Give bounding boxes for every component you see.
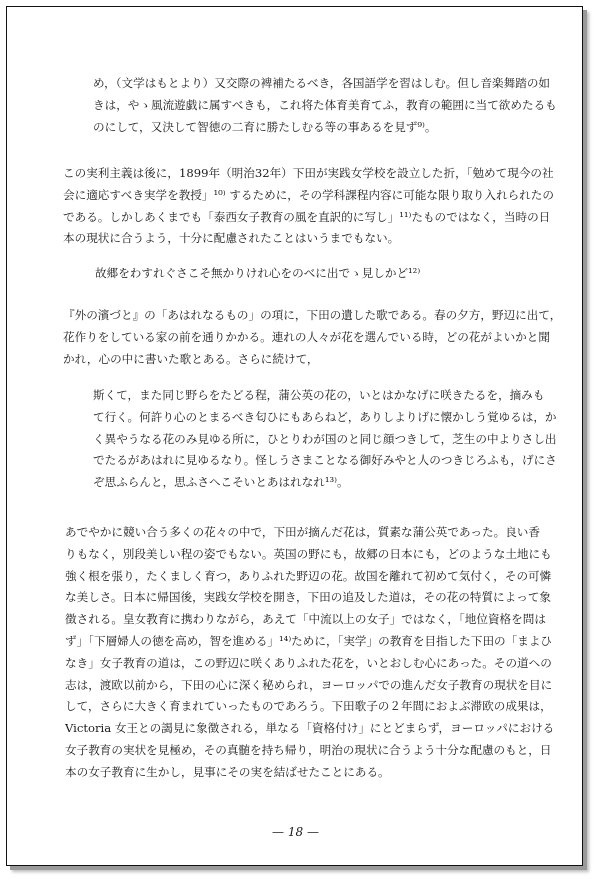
paragraph-2 <box>63 305 561 370</box>
text-line: 本の現状に合うよう，十分に配慮されたことはいうまでもない。 <box>63 231 400 246</box>
poem-verse <box>95 263 420 285</box>
page-number: — 18 — <box>272 825 319 839</box>
text-line: 志は，渡欧以前から，下田の心に深く秘められ，ヨーロッパでの進んだ女子教育の現状を目に <box>65 677 553 692</box>
text-line: なき」女子教育の道は，この野辺に咲くありふれた花を，いとおしむ心にあった。その道への <box>65 655 552 670</box>
text-line: Victoria 女王との謁見に象徴される，単なる「資格付け」にとどまらず，ヨーロッパにおける <box>65 721 555 736</box>
text-line: この実利主義は後に，1899年（明治32年）下田が実践女学校を設立した折，「勉めて現今の社 <box>63 166 554 180</box>
text-line: である。しかしあくまでも「泰西女子教育の風を直訳的に写し」¹¹⁾たものではなく，当時の日 <box>63 209 551 224</box>
text-line: 『外の濱づと』の「あはれなるもの」の項に，下田の遺した歌である。春の夕方，野辺に出て， <box>63 308 562 322</box>
block-quote-1 <box>93 73 557 138</box>
text-line: 会に適応すべき実学を教授」¹⁰⁾ するために，その学科課程内容に可能な限り取り入れられたの <box>63 187 554 202</box>
text-line: 徴される。皇女教育に携わりながら，あえて「中流以上の女子」ではなく，「地位資格を問は <box>65 612 546 627</box>
document-page <box>6 6 583 866</box>
text-line: 故郷をわすれぐさこそ無かりけれ心をのべに出でゝ見しかど¹²⁾ <box>95 266 421 280</box>
text-line: 本の女子教育に生かし，見事にその実を結ばせたことにある。 <box>65 764 390 779</box>
text-line: め，（文学はもとより）又交際の裨補たるべき，各国語学を習はしむ。但し音楽舞踏の如 <box>93 76 551 90</box>
text-line: かれ，心の中に書いた歌とある。さらに続けて， <box>63 351 319 366</box>
paragraph-1 <box>63 163 554 250</box>
text-line: あでやかに競い合う多くの花々の中で，下田が摘んだ花は，質素な蒲公英であった。良い香 <box>65 525 540 539</box>
text-line: 女子教育の実状を見極め，その真髄を持ち帰り，明治の現状に合うよう十分な配慮のもと，日 <box>65 742 552 757</box>
text-line: のにして，又決して智徳の二育に勝たしむる等の事あるを見ず⁹⁾。 <box>93 119 437 134</box>
text-line: 強く根を張り，たくましく育つ，ありふれた野辺の花。故国を離れて初めて気付く，その可憐 <box>65 568 552 583</box>
text-line: 斯くて，また同じ野らをたどる程，蒲公英の花の，いとはかなげに咲きたるを，摘みも <box>93 388 545 402</box>
paragraph-3 <box>65 522 554 784</box>
text-line: りもなく，別段美しい程の姿でもない。英国の野にも，故郷の日本にも，どのような土地にも <box>65 546 552 561</box>
text-line: ぞ思ふらんと，思ふさへこそいとあはれなれ¹³⁾。 <box>93 475 349 490</box>
text-line: ず」「下層婦人の徳を高め，智を進める」¹⁴⁾ために，「実学」の教育を目指した下田の「まよひ <box>65 633 553 648</box>
text-line: でたるがあはれに見ゆるなり。怪しうさまことなる御好みやと人のつきじろふも，げにさ <box>93 453 557 468</box>
text-line: して，さらに大きく育まれていったものであろう。下田歌子の２年間におよぶ滞欧の成果は， <box>65 699 552 714</box>
text-line: な美しさ。日本に帰国後，実践女学校を開き，下田の追及した道は，その花の特質によって象 <box>65 590 552 605</box>
text-line: 花作りをしている家の前を通りかかる。連れの人々が花を選んでいる時，どの花がよいかと聞 <box>63 329 550 344</box>
block-quote-2 <box>93 385 557 494</box>
text-line: く異やうなる花のみ見ゆる所に，ひとりわが国のと同じ顔つきして，芝生の中よりさし出 <box>93 431 557 446</box>
text-line: きは，やゝ風流遊戯に属すべきも，これ将た体育美育てふ，教育の範囲に当て欲めたるも <box>93 97 557 112</box>
text-line: て行く。何許り心のとまるべき匂ひにもあらねど，ありしよりげに懐かしう覚ゆるは，か <box>93 409 557 424</box>
